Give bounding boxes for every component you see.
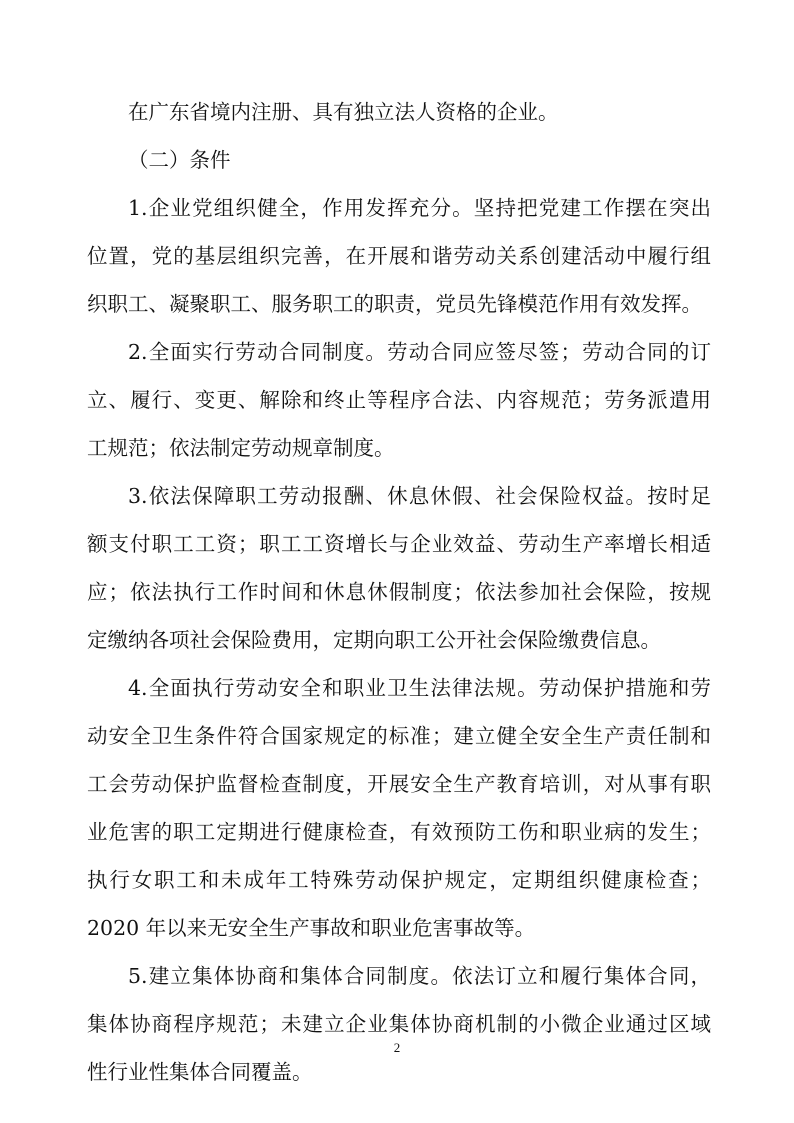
section-heading-conditions: （二）条件 <box>128 148 231 172</box>
item-2-line-2: 立、履行、变更、解除和终止等程序合法、内容规范；劳务派遣用 <box>87 388 711 412</box>
document-body <box>87 88 711 1096</box>
item-4-line-3: 工会劳动保护监督检查制度，开展安全生产教育培训，对从事有职 <box>87 772 711 796</box>
item-4-line-2: 动安全卫生条件符合国家规定的标准；建立健全安全生产责任制和 <box>87 724 711 748</box>
page-number: 2 <box>393 1040 401 1055</box>
item-1-line-2: 位置，党的基层组织完善，在开展和谐劳动关系创建活动中履行组 <box>87 244 711 268</box>
item-2-line-3: 工规范；依法制定劳动规章制度。 <box>87 436 395 460</box>
item-4-line-6: 2020 年以来无安全生产事故和职业危害事故等。 <box>87 916 536 940</box>
item-4-line-5: 执行女职工和未成年工特殊劳动保护规定，定期组织健康检查； <box>87 868 711 892</box>
item-1-line-3: 织职工、凝聚职工、服务职工的职责，党员先锋模范作用有效发挥。 <box>87 292 702 316</box>
item-4-line-1: 4.全面执行劳动安全和职业卫生法律法规。劳动保护措施和劳 <box>128 676 711 700</box>
item-2-line-1: 2.全面实行劳动合同制度。劳动合同应签尽签；劳动合同的订 <box>128 340 711 364</box>
item-5-line-2: 集体协商程序规范；未建立企业集体协商机制的小微企业通过区域 <box>87 1012 711 1036</box>
text-line-continuation: 在广东省境内注册、具有独立法人资格的企业。 <box>128 100 559 124</box>
item-5-line-3: 性行业性集体合同覆盖。 <box>87 1060 313 1084</box>
item-4-line-4: 业危害的职工定期进行健康检查，有效预防工伤和职业病的发生； <box>87 820 711 844</box>
item-3-line-2: 额支付职工工资；职工工资增长与企业效益、劳动生产率增长相适 <box>87 532 711 556</box>
item-1-line-1: 1.企业党组织健全，作用发挥充分。坚持把党建工作摆在突出 <box>128 196 711 220</box>
item-3-line-1: 3.依法保障职工劳动报酬、休息休假、社会保险权益。按时足 <box>128 484 711 508</box>
item-3-line-4: 定缴纳各项社会保险费用，定期向职工公开社会保险缴费信息。 <box>87 628 661 652</box>
item-3-line-3: 应；依法执行工作时间和休息休假制度；依法参加社会保险，按规 <box>87 580 711 604</box>
item-5-line-1: 5.建立集体协商和集体合同制度。依法订立和履行集体合同， <box>128 964 711 988</box>
